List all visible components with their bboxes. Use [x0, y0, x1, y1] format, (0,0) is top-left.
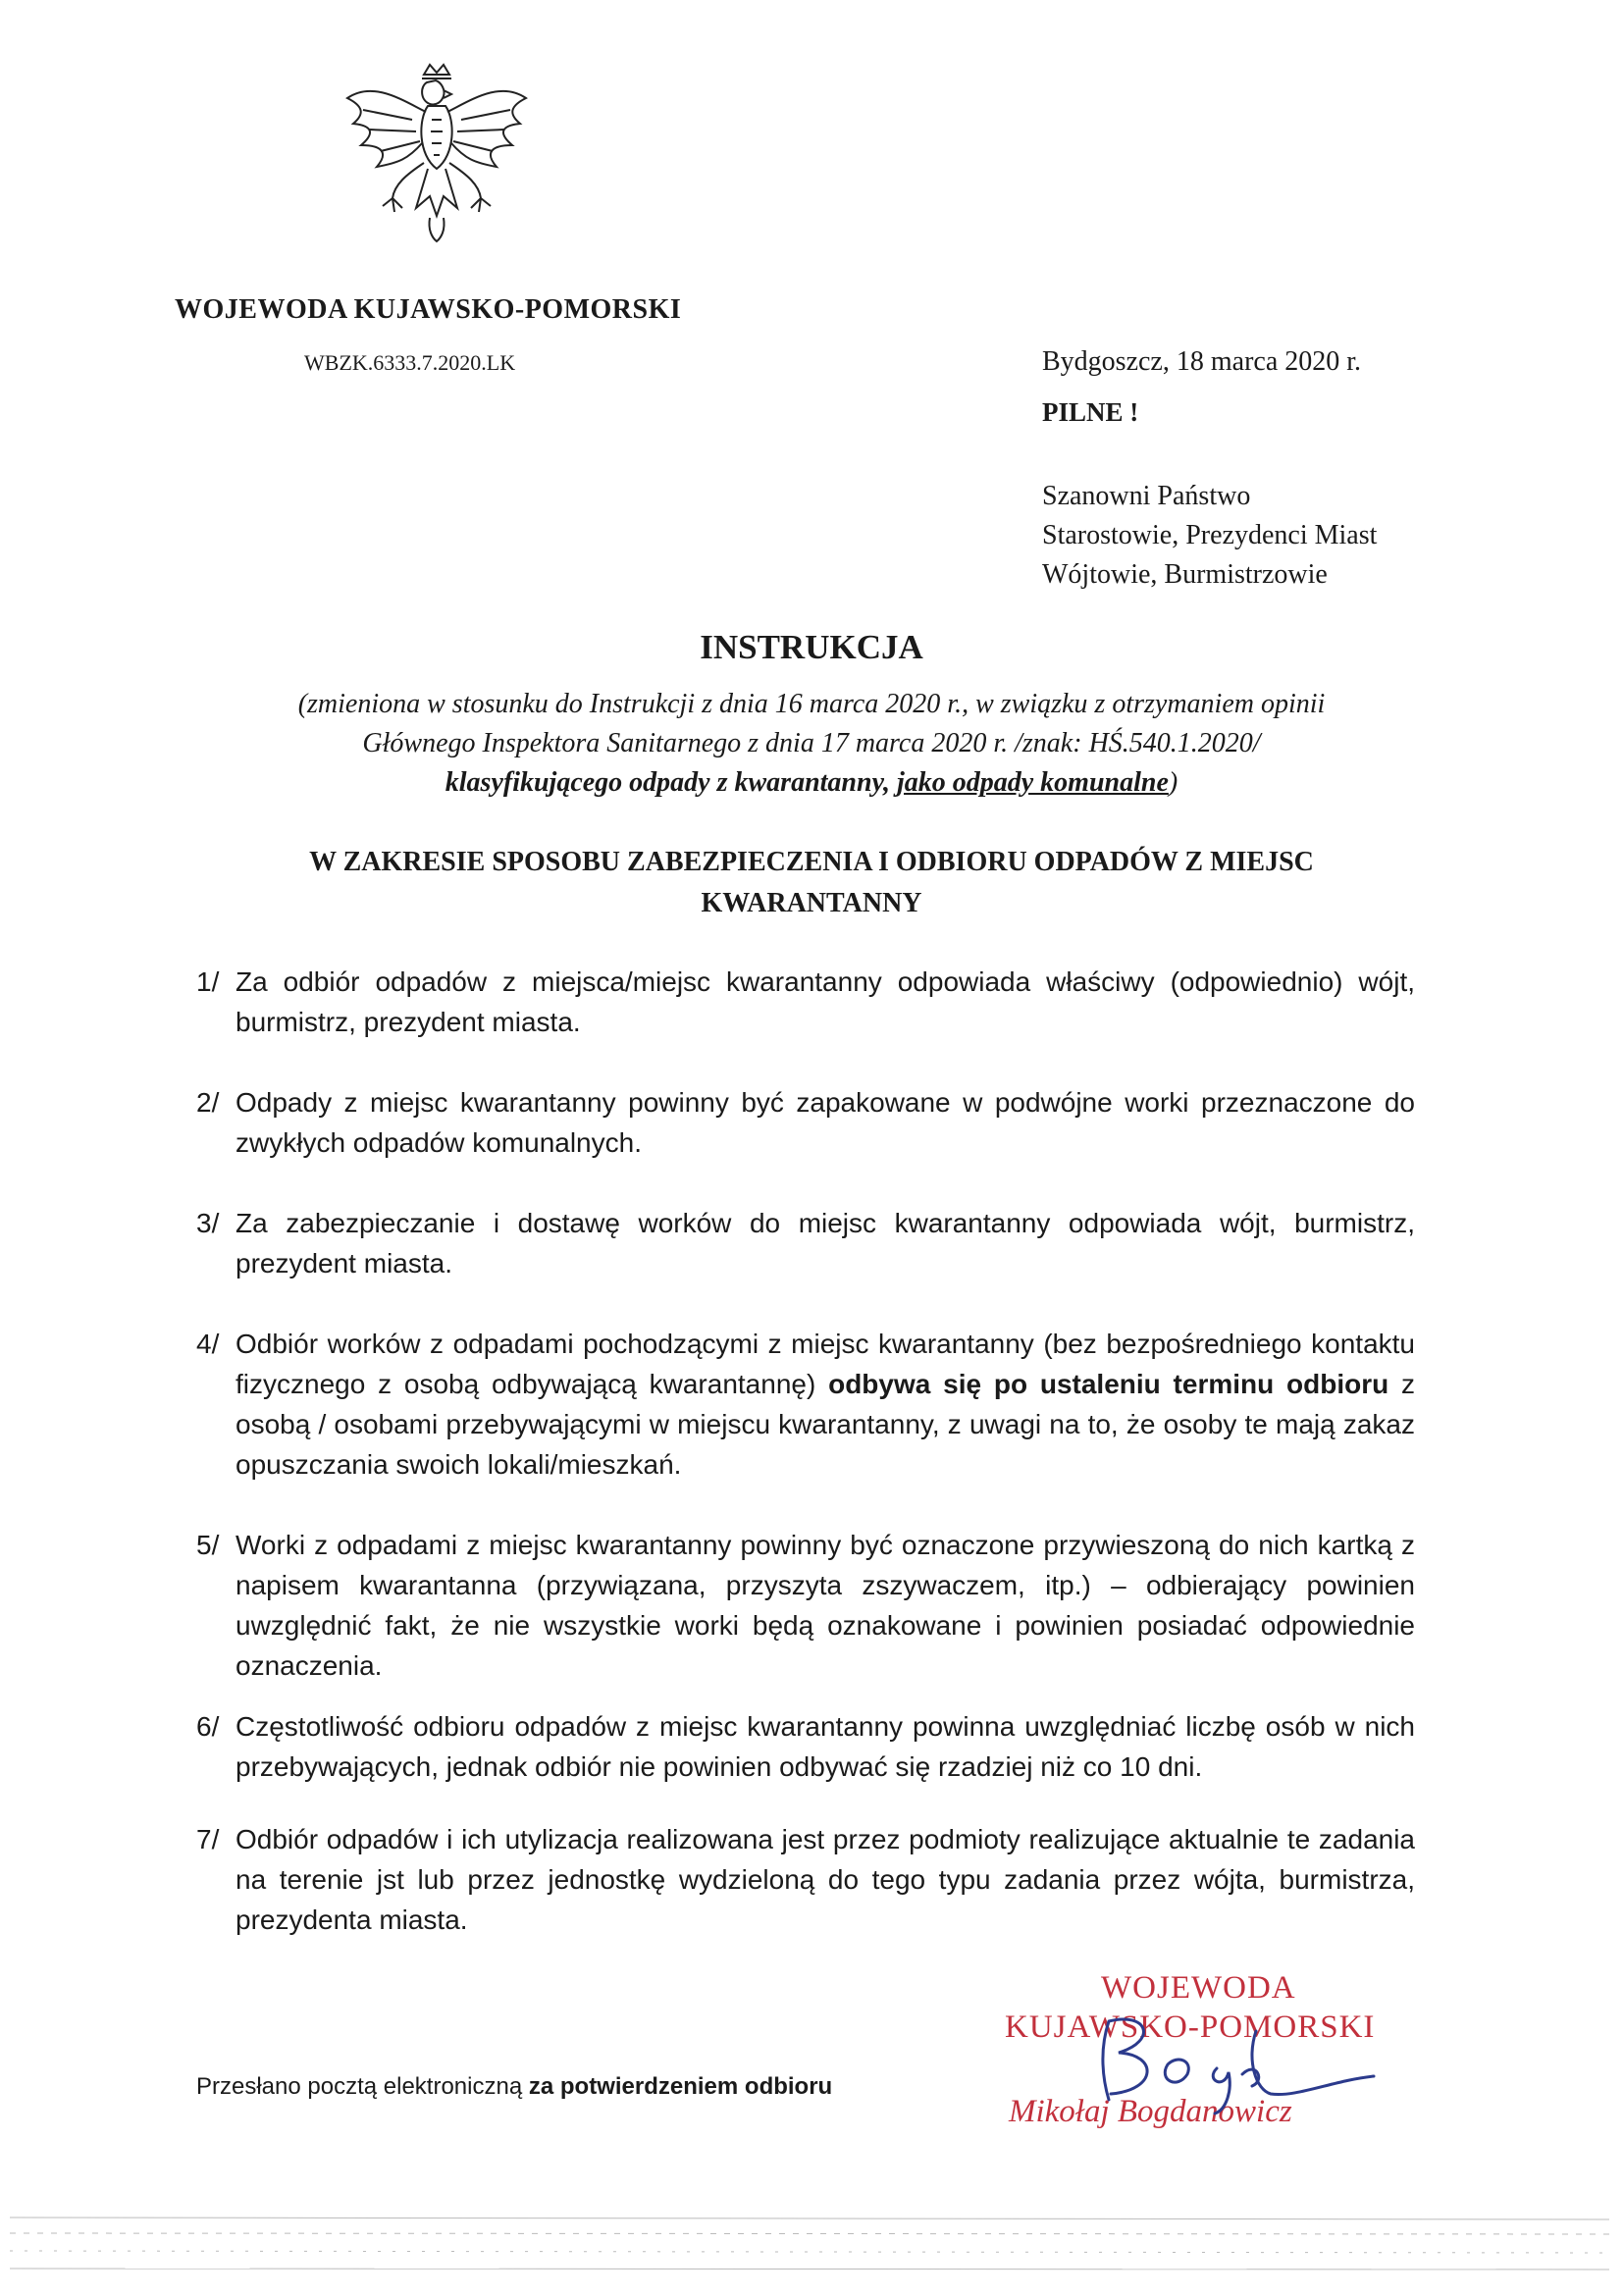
point-text: Częstotliwość odbioru odpadów z miejsc kwarantanny powinna uwzględniać liczbę osób w nich przebywających, jednak odbiór nie powinien odbywać się rzadziej niż co 10 dni. — [236, 1711, 1415, 1782]
stamp-name: Mikołaj Bogdanowicz — [1009, 2094, 1292, 2129]
urgent-label: PILNE ! — [1042, 397, 1139, 427]
point-text-before: Odbiór worków z odpadami pochodzącymi z miejsc kwarantanny (bez bezpośredniego kontaktu fizycznego z osobą odbywającą kwarantannę) — [236, 1329, 1415, 1399]
point-text: Za odbiór odpadów z miejsca/miejsc kwarantanny odpowiada właściwy (odpowiednio) wójt, burmistrz, prezydent miasta. — [236, 966, 1415, 1037]
point-number: 1/ — [196, 966, 220, 997]
point-text-after: z osobą / osobami przebywającymi w miejscu kwarantanny, z uwagi na to, że osoby te mają zakaz opuszczania swoich lokali/mieszkań. — [236, 1369, 1416, 1480]
point-1 — [196, 962, 1415, 1042]
delivery-note — [196, 2073, 832, 2101]
addressee-line-1: Szanowni Państwo — [1042, 481, 1251, 511]
point-number: 3/ — [196, 1208, 220, 1238]
polish-eagle-emblem — [334, 61, 540, 245]
subtitle-end: ) — [1168, 767, 1178, 798]
point-number: 7/ — [196, 1824, 220, 1854]
addressee-line-3: Wójtowie, Burmistrzowie — [1042, 559, 1328, 590]
point-7 — [196, 1819, 1415, 1940]
point-number: 5/ — [196, 1530, 220, 1560]
subtitle-underlined: jako odpady komunalne — [896, 767, 1169, 798]
subtitle-line-2: Głównego Inspektora Sanitarnego z dnia 17 marca 2020 r. /znak: HŚ.540.1.2020/ — [362, 728, 1261, 758]
stamp-title-line-1: WOJEWODA — [1101, 1970, 1296, 2006]
point-text-bold: odbywa się po ustaleniu terminu odbioru — [828, 1369, 1389, 1399]
document-title: INSTRUKCJA — [700, 628, 923, 666]
point-number: 4/ — [196, 1329, 220, 1359]
heading-line-2: KWARANTANNY — [701, 888, 922, 918]
point-text: Worki z odpadami z miejsc kwarantanny powinny być oznaczone przywieszoną do nich kartką z napisem kwarantanna (przywiązana, przyszyta zszywaczem, itp.) – odbierający powinien uwzględnić fakt, że nie wszystkie worki będą oznakowane i powinien posiadać odpowiednie oznaczenia. — [236, 1530, 1415, 1681]
point-text: Odbiór odpadów i ich utylizacja realizowana jest przez podmioty realizujące aktualnie te zadania na terenie jst lub przez jednostkę wydzieloną do tego typu zadania przez wójta, burmistrza, prezydenta miasta. — [236, 1824, 1415, 1935]
delivery-note-prefix: Przesłano pocztą elektroniczną — [196, 2073, 523, 2100]
reference-number: WBZK.6333.7.2020.LK — [304, 350, 516, 375]
point-4 — [196, 1324, 1415, 1485]
subtitle-line-3 — [186, 763, 1437, 803]
heading-line-1: W ZAKRESIE SPOSOBU ZABEZPIECZENIA I ODBIORU ODPADÓW Z MIEJSC — [309, 847, 1314, 877]
delivery-note-bold: za potwierdzeniem odbioru — [528, 2073, 833, 2100]
addressee-line-2: Starostowie, Prezydenci Miast — [1042, 520, 1378, 550]
point-6 — [196, 1706, 1415, 1787]
point-2 — [196, 1082, 1415, 1163]
handwritten-signature — [1060, 1992, 1384, 2119]
institution-name: WOJEWODA KUJAWSKO-POMORSKI — [175, 294, 682, 325]
point-5 — [196, 1525, 1415, 1686]
point-number: 6/ — [196, 1711, 220, 1742]
point-3 — [196, 1203, 1415, 1283]
point-number: 2/ — [196, 1087, 220, 1118]
subtitle-line-1: (zmieniona w stosunku do Instrukcji z dnia 16 marca 2020 r., w związku z otrzymaniem opinii — [297, 689, 1326, 719]
document-subtitle — [186, 685, 1437, 803]
point-text: Za zabezpieczanie i dostawę worków do miejsc kwarantanny odpowiada wójt, burmistrz, prezydent miasta. — [236, 1208, 1415, 1278]
point-text — [236, 1324, 1415, 1485]
point-text: Odpady z miejsc kwarantanny powinny być zapakowane w podwójne worki przeznaczone do zwykłych odpadów komunalnych. — [236, 1087, 1415, 1158]
stamp-title-line-2: KUJAWSKO-POMORSKI — [1005, 2009, 1376, 2045]
scan-artifact-lines — [0, 2208, 1623, 2286]
section-heading — [186, 842, 1437, 924]
subtitle-bold: klasyfikującego odpady z kwarantanny, — [445, 767, 890, 798]
place-date: Bydgoszcz, 18 marca 2020 r. — [1042, 346, 1362, 377]
